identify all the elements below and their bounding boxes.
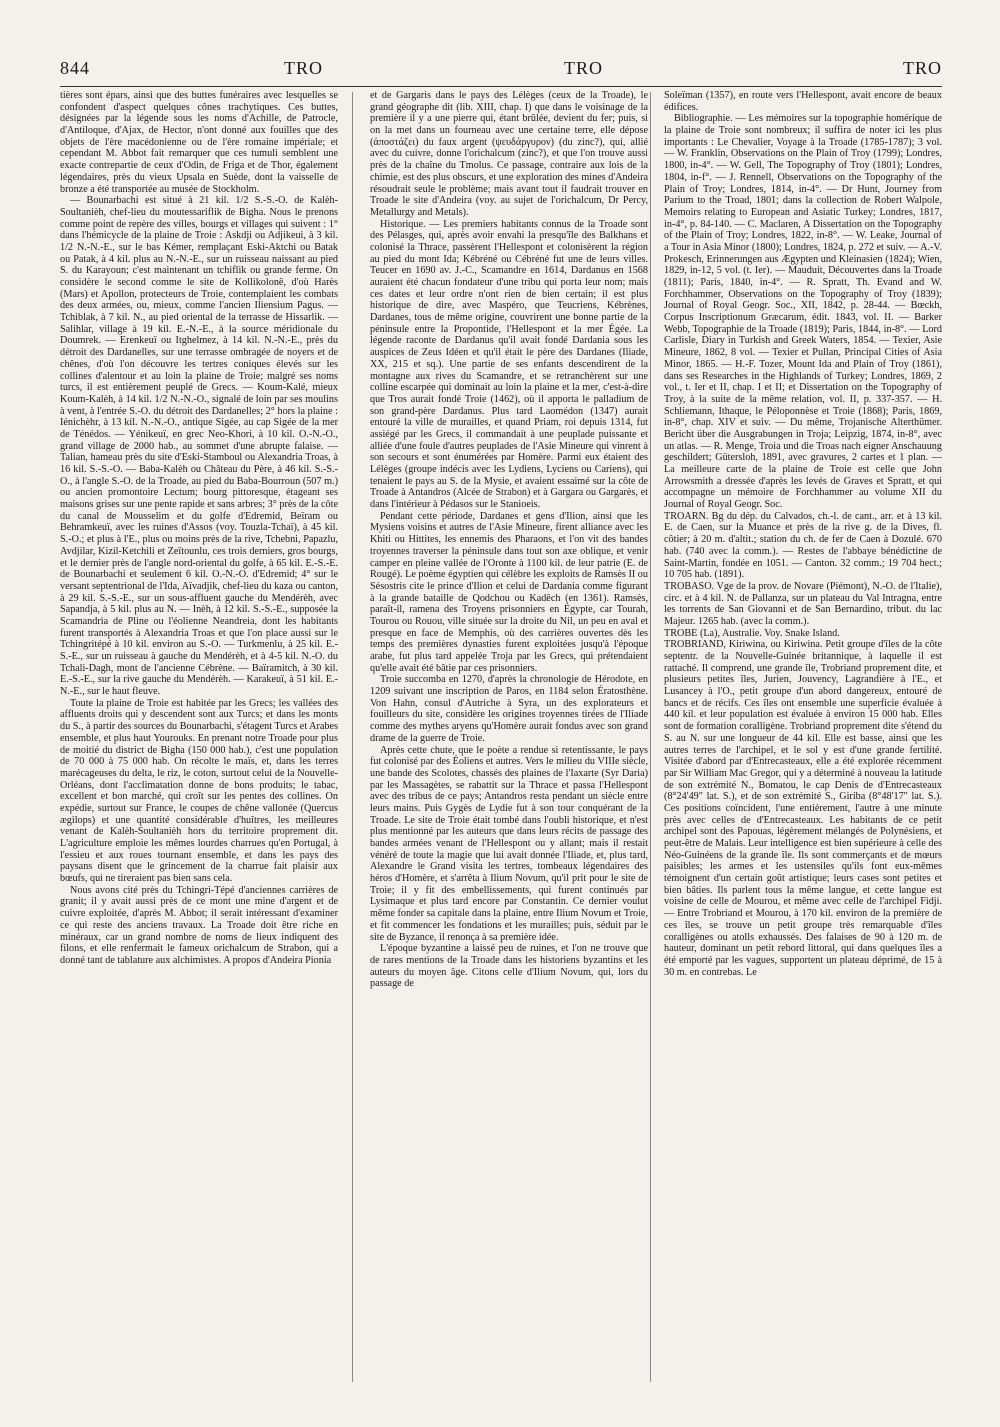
paragraph: et de Gargaris dans le pays des Lélèges (ceux de la Troade), le grand géographe dit (lib. XIII, chap. I) que dans le voisinage de la première il y a une pierre qui, étant brûlée, devient du fer; puis, si on la met dans un fourneau avec une certaine terre, elle dépose (ἀποστάζει) du faux argent (ψευδάργυρον) (du zinc?), qui, allié avec du cuivre, donne l'orichalcum (zinc?), et que l'on trouve aussi près de la chaîne du Tmolus. Ce passage, contraire aux lois de la chimie, est des plus obscurs, et une exploration des mines d'Andeira résoudrait seule le problème; mais avant tout il faudrait trouver en Troade le site d'Andeira (voy. au sujet de l'orichalcum, Dr Percy, Metallurgy and Metals).	[370, 90, 648, 218]
paragraph: L'époque byzantine a laissé peu de ruines, et l'on ne trouve que de rares mentions de la Troade dans les historiens byzantins et les auteurs du moyen âge. Citons celle d'Ilium Novum, qui, lors du passage de	[370, 943, 648, 990]
page-number: 844	[60, 58, 90, 78]
entry-trobriand: TROBRIAND, Kiriwina, ou Kiriwina. Petit groupe d'îles de la côte septentr. de la Nouvelle-Guinée britannique, à laquelle il est rattaché. Il comprend, une grande île, Trobriand proprement dite, et plusieurs petites îles, Jurien, Jouvency, Lagrandière à l'E., et Lusancey à l'O., petit groupe d'un abord dangereux, entouré de bancs et de récifs. Ces îles ont ensemble une superficie évaluée à 440 kil. et leur population est évaluée à environ 15 000 hab. Elles sont de formation coralligène. Trobriand proprement dite s'étend du S. au N. sur une longueur de 44 kil. Elle est basse, ainsi que les autres terres de l'archipel, et le sol y est d'une grande fertilité. Visitée d'abord par d'Entrecasteaux, elle a été explorée récemment par Sir William Mac Gregor, qui y a déterminé à nouveau la latitude de son extrémité N., Bomatou, le cap Denis de d'Entrecasteaux (8°24'49" lat. S.), et de son extrémité S., Giriba (8°48'17" lat. S.). Ces positions coïncident, l'une entièrement, l'autre à une minute près avec celles de d'Entrecasteaux. Les habitants de ce petit archipel sont des Papouas, légèrement mélangés de Polynésiens, et peut-être de Malais. Leur intelligence est bien supérieure à celle des Néo-Guinéens de la grande île. Ils sont commerçants et de mœurs paisibles; les armes et les ustensiles qu'ils font eux-mêmes témoignent d'un certain goût artistique; leurs cases sont petites et bien bâties. Ils parlent tous la même langue, et cette langue est voisine de celle de Mourou, et même avec celle de l'archipel Fidji. — Entre Trobriand et Mourou, à 170 kil. environ de la première de ces îles, se trouve un petit groupe très remarquable d'îles coralligènes ou atolls exhaussés. Des falaises de 90 à 120 m. de hauteur, dominant un petit rebord littoral, qui dans quelques îles a été emporté par les vagues, supportent un plateau déprimé, de 15 à 30 m. en contrebas. Le	[664, 639, 942, 978]
entry-trobaso: TROBASO. Vge de la prov. de Novare (Piémont), N.-O. de l'Italie), circ. et à 4 kil. N. de Pallanza, sur un plateau du Val Intragna, entre les torrents de San Giovanni et de San Bernardino, tribut. du lac Majeur. 1265 hab. (avec la comm.).	[664, 580, 942, 627]
paragraph: Troie succomba en 1270, d'après la chronologie de Hérodote, en 1209 suivant une inscription de Paros, en 1184 selon Ératosthène. Von Hahn, consul d'Autriche à Syra, un des explorateurs et fouilleurs du site, considère les origines troyennes tirées de l'Iliade comme des mythes aryens qu'Homère aurait fondus avec son grand drame de la guerre de Troie.	[370, 674, 648, 744]
paragraph: Après cette chute, que le poète a rendue si retentissante, le pays fut colonisé par des Éoliens et autres. Vers le milieu du VIIIe siècle, une bande des Scolotes, chassés des plaines de l'Iaxarte (Syr Daria) par les Massagètes, se rabattit sur la Thrace et passa l'Hellespont avec des tribus de ce pays; Antandros resta pendant un siècle entre leurs mains. Puis Gygès de Lydie fut à son tour conquérant de la Troade. Le site de Troie était tombé dans l'oubli historique, et n'est plus mentionné par les auteurs que dans leurs récits de passage des bandes armées venant de l'Hellespont ou y allant; mais il restait vénéré de toute la magie que lui avait donnée l'Iliade, et, plus tard, Alexandre le Grand visita les tertres, tombeaux légendaires des héros d'Homère, et s'arrêta à Ilium Novum, qu'il prit pour le site de Troie; il y fit des embellissements, qui furent continués par Lysimaque et plus tard encore par Constantin. Ce dernier voulut même fonder sa capitale dans la plaine, entre Ilium Novum et Troie, et fit commencer les fondations et les murailles; puis, séduit par le site de Byzance, il renonça à sa première idée.	[370, 744, 648, 943]
column-divider	[650, 92, 651, 1382]
paragraph: tières sont épars, ainsi que des buttes funéraires avec lesquelles se confondent d'aspect quelques cônes trachytiques. Ces buttes, désignées par la légende sous les noms d'Achille, de Patrocle, d'Antiloque, d'Ajax, de Hector, n'ont donné aux fouilles que des objets de l'ère macédonienne ou de l'ère romaine impériale; et cependant M. Abbot fait remarquer que ces tumuli semblent une exacte contrepartie de ceux d'Odin, de Friga et de Thor, également légendaires, près du vieux Upsala en Suède, dont la vaisselle de bronze a été transportée au musée de Stockholm.	[60, 90, 338, 195]
entry-troarn: TROARN. Bg du dép. du Calvados, ch.-l. de cant., arr. et à 13 kil. E. de Caen, sur la Muance et près de la rive g. de la Dives, fl. côtier; à 20 m. d'altit.; station du ch. de fer de Caen à Dozulé. 670 hab. (740 avec la comm.). — Restes de l'abbaye bénédictine de Saint-Martin, fondée en 1051. — Canton. 32 comm.; 19 704 hect.; 10 705 hab. (1891).	[664, 510, 942, 581]
text-column-2	[370, 90, 648, 1390]
paragraph: Bibliographie. — Les mémoires sur la topographie homérique de la plaine de Troie sont nombreux; il suffira de noter ici les plus importants : Le Chevalier, Voyage à la Troade (1785-1787); 3 vol. — W. Franklin, Observations on the Plain of Troy (1799); Londres, 1800, in-4°. — W. Gell, The Topography of Troy (1801); Londres, 1804, in-f°. — J. Rennell, Observations on the Topography of the Plain of Troy; Londres, 1814, in-4°. — Dr Hunt, Journey from Parium to the Troad, 1801; dans la collection de Robert Walpole, Memoirs relating to European and Asiatic Turkey; Londres, 1817, in-4°, p. 84-140. — C. Maclaren, A Dissertation on the Topography of the Plain of Troy; Londres, 1822, in-8°. — W. Leake, Journal of a Tour in Asia Minor (1800); Londres, 1824, p. 272 et suiv. — A.-V. Prokesch, Erinnerungen aus Ægypten und Kleinasien (1824); Wien, 1829, in-12, 5 vol. (t. Ier). — Mauduit, Découvertes dans la Troade (1811); Paris, 1840, in-4°. — R. Spratt, Th. Evand and W. Forchhammer, Observations on the Topography of Troy (1839); Journal of Royal Geogr. Soc., XII, 1842, p. 28-44. — Bœckh, Corpus Inscriptionum Græcarum, édit. 1843, vol. II. — Barker Webb, Topographie de la Troade (1819); Paris, 1844, in-8°. — Lord Carlisle, Diary in Turkish and Greek Waters, 1854. — Texier, Asie Mineure, 1862, 8 vol. — Texier et Pullan, Principal Cities of Asia Minor, 1865. — H.-F. Tozer, Mount Ida and Plain of Troy (1861), dans ses Researches in the Highlands of Turkey; Londres, 1869, 2 vol., t. Ier et II, chap. I et II; et Dissertation on the Topography of Troy, à la suite de la même relation, vol. II, p. 337-357. — H. Schliemann, Ithaque, le Péloponnèse et Troie (1868); Paris, 1869, in-8°, chap. XIV et suiv. — Du même, Trojanische Alterthümer. Bericht über die Ausgrabungen in Troja; Leipzig, 1874, in-8°, avec un atlas. — R. Menge, Troia und die Troas nach eigner Anschauung geschildert; Gütersloh, 1891, avec gravures, 2 cartes et 1 plan. — La meilleure carte de la plaine de Troie est celle que John Arrowsmith a dressée d'après les levés de Graves et Spratt, et qui accompagne un mémoire de Forchhammer au volume XII du Journal of Royal Geogr. Soc.	[664, 113, 942, 511]
paragraph: Historique. — Les premiers habitants connus de la Troade sont des Pélasges, qui, après avoir envahi la presqu'île des Balkhans et colonisé la Thrace, passèrent l'Hellespont et colonisèrent la région au pied du mont Ida; Kébréné ou Cébréné fut une de leurs villes. Teucer en 1690 av. J.-C., Scamandre en 1614, Dardanus en 1568 auraient été chacun fondateur d'une tribu qui porta leur nom; mais ces dates et leur ordre n'ont rien de bien certain; il est plus historique de dire, avec Maspéro, que Teucriens, Kébrènes, Dardanes, tous de même origine, couvrirent une bonne partie de la péninsule entre la Propontide, l'Hellespont et la mer Égée. La légende raconte de Dardanus qu'il avait fondé Dardania sous les auspices de Zeus Idéen et qu'il était le père des Dardanes (Iliade, XX, 215 et sq.). Une partie de ses enfants descendirent de la montagne aux rives du Scamandre, et se retranchèrent sur une colline escarpée qui dominait au loin la plaine et la mer, c'est-à-dire que Tros aurait fondé Troie (1462), où il apporta le palladium de son grand-père Dardanus. Plus tard Laomédon (1347) aurait entouré la ville de murailles, et quand Priam, roi depuis 1314, fut assiégé par les Grecs, il commandait à une peuplade puissante et alliée d'une foule d'autres peuplades de l'Asie Mineure qui vinrent à son secours et sont énumérées par Homère. Parmi eux étaient des Lélèges (groupe indécis avec les Lydiens, Lyciens ou Cariens), qui tenaient le pays au S. de la Mysie, et avaient essaimé sur la côte de Troade à Antandros (Alcée de Strabon) et à Gargara ou Gargarès, et dans l'intérieur à Pédasos sur le Stanioeis.	[370, 218, 648, 511]
paragraph: — Bounarbachi est situé à 21 kil. 1/2 S.-S.-O. de Kalèh-Soultanièh, chef-lieu du moutessariflik de Bigha. Nous le prenons comme point de repère des villes, bourgs et villages qui suivent : 1° dans l'hémicycle de la plaine de Troie : Askdji ou Adjikeui, à 3 kil. 1/2 N.-N.-E., sur le bas Kémer, remplaçant Eski-Aktchi ou Batak ou Patak, à 4 kil. plus au N.-N.-E., sur un ruisseau naissant au pied S. du Karayoun; c'est maintenant un tchiflik ou grande ferme. On considère le second comme le site de Kollikolonê, d'où Harès (Mars) et Apollon, protecteurs de Troie, contemplaient les combats des deux armées, ou, mieux, comme l'ancien Iliensium Pagus. — Tchiblak, à 7 kil. N., au pied oriental de la terrasse de Hissarlik. — Salihlar, village à 19 kil. E.-N.-E., à la source méridionale du Doumrek. — Erenkeuï ou Itghelmez, à 14 kil. N.-N.-E., près du détroit des Dardanelles, sur une terrasse ombragée de noyers et de chênes, d'où l'on découvre les tertres coniques élevés sur les collines d'alentour et au loin la plaine de Troie; malgré ses noms turcs, il est entièrement peuplé de Grecs. — Koum-Kalé, mieux Koum-Kalèh, à 14 kil. 1/2 N.-N.-O., signalé de loin par ses moulins à vent, à l'entrée S.-O. du détroit des Dardanelles; 2° hors la plaine : Iénichèhr, à 13 kil. N.-N.-O., antique Sigée, au cap Sigée de la mer de Ténédos. — Yénikeuï, en grec Neo-Khori, à 10 kil. O.-N.-O., grand village de 2000 hab., au sommet d'une abrupte falaise. — Talian, hameau près du site d'Eski-Stamboul ou Alexandria Troas, à 16 kil. S.-S.-O. — Baba-Kalèh ou Château du Père, à 46 kil. S.-S.-O., à l'angle S.-O. de la Troade, au pied du Baba-Bourroun (507 m.) ou ancien promontoire Lectum; bourg pittoresque, étageant ses maisons grises sur une pente rapide et sans arbres; 3° près de la côte du canal de Mousselim et du golfe d'Edremid, Beïram ou Behramkeuï, avec les ruines d'Assos (voy. Touzla-Tchaï), à 45 kil. S.-O.; et plus à l'E., plus ou moins près de la rive, Tchebni, Papazlu, Avdjilar, Kizil-Ketchili et Zeïtounlu, ces trois derniers, gros bourgs, et le dernier près de l'angle nord-oriental du golfe, à 65 kil. E.-S.-E. de Bounarbachi et seulement 6 kil. O.-N.-O. d'Edremid; 4° sur le versant septentrional de l'Ida, Aïvadjik, chef-lieu du kaza ou canton, à 29 kil. S.-S.-E., sur un sous-affluent gauche du Mendérèh, avec Sapandja, à 5 kil. plus au N. — Inèh, à 12 kil. S.-S.-E., supposée la Scamandria de Pline ou l'éolienne Neandreia, dont les habitants furent transportés à Alexandria Troas et que l'on place aussi sur le Tchingritépé à 10 kil. environ au S.-O. — Turkmenlu, à 25 kil. E.-S.-E., sur un ruisseau à gauche du Mendérèh, et à 4-5 kil. N.-O. du Tchali-Dagh, mont de l'ancienne Cébrène. — Baïramitch, à 30 kil. E.-S.-E., sur la rive gauche du Mendérèh. — Karakeuï, à 51 kil. E.-N.-E., sur le haut fleuve.	[60, 195, 338, 698]
entry-trobe: TROBE (La), Australie. Voy. Snake Island.	[664, 627, 840, 639]
paragraph: Toute la plaine de Troie est habitée par les Grecs; les vallées des affluents droits qui y descendent sont aux Turcs; et dans les monts du S., à partir des sources du Bounarbachi, s'étagent Turcs et Arabes ensemble, et plus haut Yourouks. En prenant notre Troade pour plus de moitié du district de Bigha (150 000 hab.), c'est une population de 70 000 à 75 000 hab. On récolte le maïs, et, dans les terres marécageuses du delta, le riz, le coton, surtout celui de la Nouvelle-Orléans, dont l'acclimatation donne de bons produits; le tabac, excellent et bon marché, qui croît sur les pentes des collines. On expédie, surtout sur France, le coupes de chêne vallonée (Quercus ægilops) et une quantité considérable d'huîtres, les meilleures venant de Kalèh-Soultanièh hors du territoire proprement dit. L'agriculture emploie les mêmes lourdes charrues qu'en Portugal, à l'essieu et aux roues tournant ensemble, et dans les pays des paysans disent que le grincement de la charrue fait plaisir aux bœufs, qui ne tireraient pas bien sans cela.	[60, 697, 338, 885]
running-head-right: TRO	[903, 58, 942, 78]
running-head-left: TRO	[284, 58, 323, 78]
header-rule	[60, 86, 942, 87]
paragraph: Soleïman (1357), en route vers l'Hellespont, avait encore de beaux édifices.	[664, 90, 942, 113]
text-column-3	[664, 90, 942, 1390]
paragraph: Pendant cette période, Dardanes et gens d'Ilion, ainsi que les Mysiens voisins et autres de l'Asie Mineure, firent alliance avec les Khiti ou Hittites, les ennemis des Pharaons, et l'on vit des bandes troyennes traverser la péninsule dans tout son axe oblique, et venir camper en pleine vallée de l'Oronte à 1100 kil. de leur patrie (E. de Rougé). Le poème égyptien qui célèbre les exploits de Ramsès II ou Sésostris cite le prince d'Ilion et celui de Dardania comme figurant à la grande bataille de Qodchou ou Kadêch (en 1361). Ramsès, paraît-il, ramena des Troyens prisonniers en Égypte, car Tourah, Tourou ou Rouou, ville située sur la droite du Nil, un peu en aval et presque en face de Memphis, où des carrières ouvertes dès les temps des premières dynasties furent exploitées jusqu'à l'époque arabe, fut plus tard appelée Troja par les Grecs, qui prétendaient qu'elle avait été bâtie par ces prisonniers.	[370, 510, 648, 674]
column-divider	[352, 92, 353, 1382]
page-header	[60, 58, 942, 80]
running-head-center: TRO	[564, 58, 603, 78]
paragraph: Nous avons cité près du Tchingri-Tépé d'anciennes carrières de granit; il y avait aussi près de ce mont une mine d'argent et de cuivre exploitée, d'après M. Abbot; il serait intéressant d'examiner ce qui reste des anciens travaux. La Troade doit être riche en minéraux, car un grand nombre de noms de lieux indiquent des filons, et elle renfermait le fameux orichalcum de Strabon, qui a donné tant de tablature aux alchimistes. A propos d'Andeira Pionia	[60, 884, 338, 966]
text-column-1	[60, 90, 338, 1390]
